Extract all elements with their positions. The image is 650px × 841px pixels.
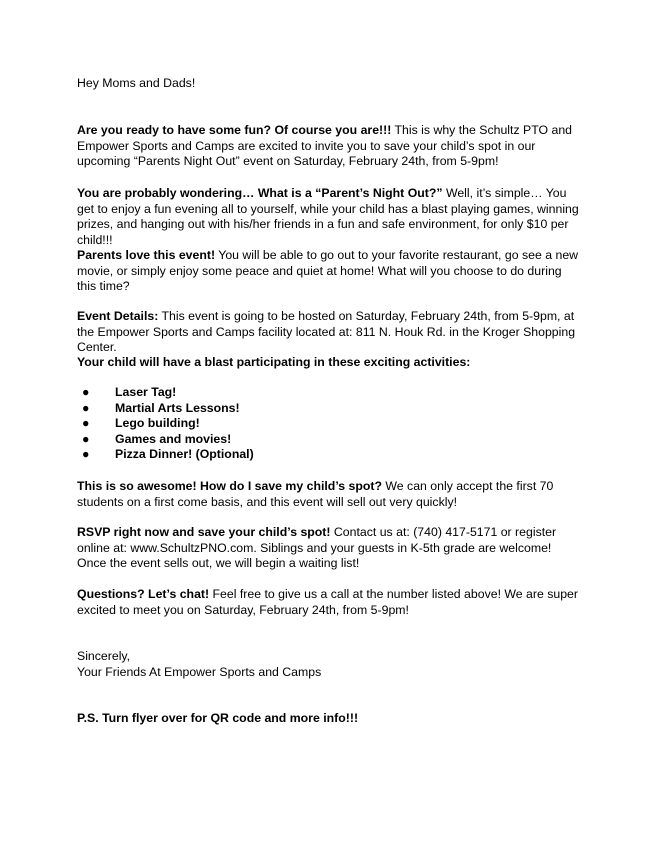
list-item-label: Games and movies! (115, 431, 232, 446)
list-item (77, 447, 254, 463)
details-body: This event is going to be hosted on Saturday, February 24th, from 5-9pm, at the Empower Sports and Camps facility located at: 811 N. Houk Rd. in the Kroger Shopping Center. (77, 309, 576, 355)
what-lead: You are probably wondering… What is a “Parent’s Night Out?” (77, 186, 443, 200)
rsvp-body: Contact us at: (740) 417-5171 or register online at: www.SchultzPNO.com. Siblings and your guests in K-5th grade are welcome! Once the event sells out, we will begin a waiting list! (77, 525, 557, 571)
bullet-icon: ● (82, 385, 90, 399)
details-paragraph (77, 309, 582, 356)
list-item (77, 385, 254, 401)
postscript: P.S. Turn flyer over for QR code and more info!!! (77, 711, 359, 725)
intro-paragraph (77, 123, 582, 170)
activities-list (77, 385, 254, 463)
activities-heading (77, 355, 582, 371)
questions-paragraph (77, 587, 582, 618)
parents-body: You will be able to go out to your favorite restaurant, go see a new movie, or simply enjoy some peace and quiet at home! What will you choose to do during this time? (77, 248, 579, 294)
save-lead: This is so awesome! How do I save my child’s spot? (77, 479, 382, 493)
intro-lead: Are you ready to have some fun? Of course you are!!! (77, 123, 392, 137)
activities-heading-text: Your child will have a blast participating in these exciting activities: (77, 355, 471, 369)
what-body: Well, it’s simple… You get to enjoy a fun evening all to yourself, while your child has a blast playing games, winning prizes, and hanging out with his/her friends in a fun and safe environment, for only $10 per child!!! (77, 186, 579, 247)
list-item (77, 416, 254, 432)
questions-body: Feel free to give us a call at the number listed above! We are super excited to meet you on Saturday, February 24th, from 5-9pm! (77, 587, 578, 617)
rsvp-paragraph (77, 525, 582, 572)
list-item (77, 432, 254, 448)
list-item (77, 401, 254, 417)
save-body: We can only accept the first 70 students on a first come basis, and this event will sell out very quickly! (77, 479, 554, 509)
closing: Sincerely, (77, 649, 131, 663)
signature-block (77, 649, 321, 680)
bullet-icon: ● (82, 400, 90, 415)
parents-lead: Parents love this event! (77, 248, 216, 262)
greeting: Hey Moms and Dads! (77, 76, 196, 90)
bullet-icon: ● (82, 447, 90, 462)
what-paragraph (77, 186, 582, 248)
signature: Your Friends At Empower Sports and Camps (77, 664, 322, 679)
list-item-label: Laser Tag! (115, 385, 177, 399)
parents-paragraph (77, 248, 582, 295)
list-item-label: Martial Arts Lessons! (115, 400, 240, 415)
details-lead: Event Details: (77, 309, 159, 323)
list-item-label: Pizza Dinner! (Optional) (115, 447, 254, 462)
save-paragraph (77, 479, 582, 510)
rsvp-lead: RSVP right now and save your child’s spot! (77, 525, 331, 539)
bullet-icon: ● (82, 416, 90, 431)
list-item-label: Lego building! (115, 416, 200, 431)
intro-body: This is why the Schultz PTO and Empower Sports and Camps are excited to invite you to save your child’s spot in our upcoming “Parents Night Out” event on Saturday, February 24th, from 5-9pm! (77, 123, 572, 169)
questions-lead: Questions? Let’s chat! (77, 587, 210, 601)
bullet-icon: ● (82, 431, 90, 446)
